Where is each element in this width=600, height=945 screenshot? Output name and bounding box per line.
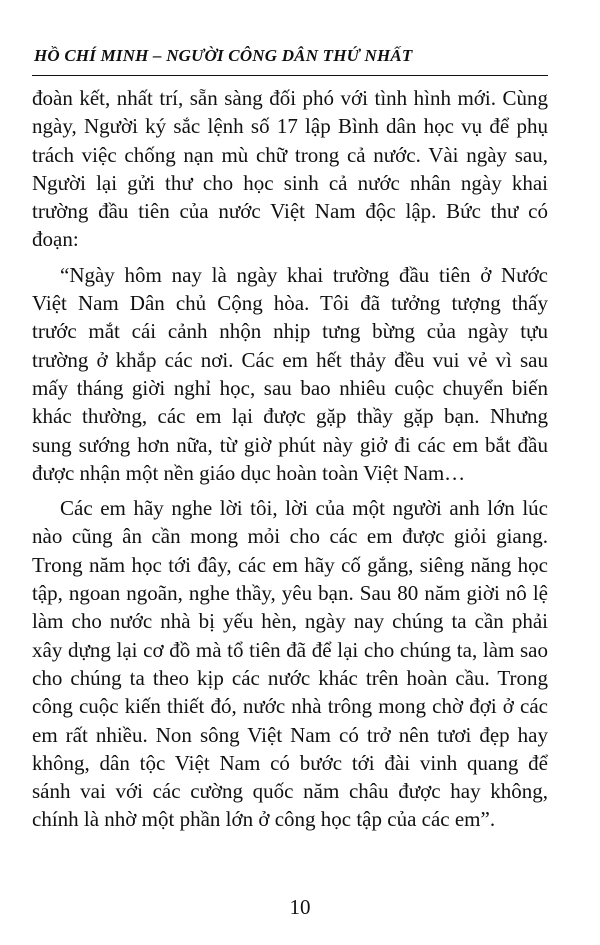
text-line: trường đầu tiên của nước Việt Nam độc lập. Bức thư có: [32, 199, 548, 224]
text-line: trách việc chống nạn mù chữ trong cả nước. Vài ngày sau,: [32, 142, 548, 167]
text-line: ngày, Người ký sắc lệnh số 17 lập Bình dân học vụ để phụ: [32, 114, 548, 139]
text-line: sánh vai với các cường quốc năm châu được hay không,: [32, 779, 548, 804]
text-line: mấy tháng giời nghỉ học, sau bao nhiêu cuộc chuyển biến: [32, 375, 548, 400]
text-line: khác thường, các em lại được gặp thầy gặp bạn. Nhưng: [32, 404, 548, 429]
paragraph-3: [32, 494, 548, 834]
text-line: trước mắt cái cảnh nhộn nhịp tưng bừng của ngày tựu: [32, 319, 548, 344]
text-line: Các em hãy nghe lời tôi, lời của một người anh lớn lúc: [60, 496, 548, 521]
paragraph-1: [32, 84, 548, 254]
text-line: đoàn kết, nhất trí, sẵn sàng đối phó với tình hình mới. Cùng: [32, 86, 548, 110]
paragraph-2: [32, 261, 548, 487]
text-line: chính là nhờ một phần lớn ở công học tập của các em”.: [32, 807, 496, 832]
text-line: được nhận một nền giáo dục hoàn toàn Việt Nam…: [32, 460, 466, 485]
page-number: 10: [289, 895, 311, 919]
header-rule: [32, 75, 548, 76]
text-line: công cuộc kiến thiết đó, nước nhà trông mong chờ đợi ở các: [32, 694, 548, 719]
text-line: tập, ngoan ngoãn, nghe thầy, yêu bạn. Sau 80 năm giời nô lệ: [32, 581, 548, 606]
text-line: cho chúng ta theo kịp các nước khác trên hoàn cầu. Trong: [32, 665, 548, 690]
text-line: trường ở khắp các nơi. Các em hết thảy đều vui vẻ vì sau: [32, 347, 548, 372]
text-line: Người lại gửi thư cho học sinh cả nước nhân ngày khai: [32, 170, 548, 195]
text-line: làm cho nước nhà bị yếu hèn, ngày nay chúng ta cần phải: [32, 609, 548, 634]
text-line: đoạn:: [32, 227, 79, 252]
text-line: Việt Nam Dân chủ Cộng hòa. Tôi đã tưởng tượng thấy: [32, 291, 548, 316]
running-header: HỒ CHÍ MINH – NGƯỜI CÔNG DÂN THỨ NHẤT: [34, 46, 413, 65]
text-line: em rất nhiều. Non sông Việt Nam có trở nên tươi đẹp hay: [32, 722, 548, 747]
page-body: [32, 84, 548, 841]
text-line: không, dân tộc Việt Nam có bước tới đài vinh quang để: [32, 750, 548, 775]
text-line: Trong năm học tới đây, các em hãy cố gắng, siêng năng học: [32, 552, 548, 577]
text-line: “Ngày hôm nay là ngày khai trường đầu tiên ở Nước: [60, 262, 548, 287]
text-line: nào cũng ân cần mong mỏi cho các em được giỏi giang.: [32, 524, 548, 549]
text-line: sung sướng hơn nữa, từ giờ phút này giở đi các em bắt đầu: [32, 432, 548, 457]
text-line: xây dựng lại cơ đồ mà tổ tiên đã để lại cho chúng ta, làm sao: [32, 637, 548, 662]
